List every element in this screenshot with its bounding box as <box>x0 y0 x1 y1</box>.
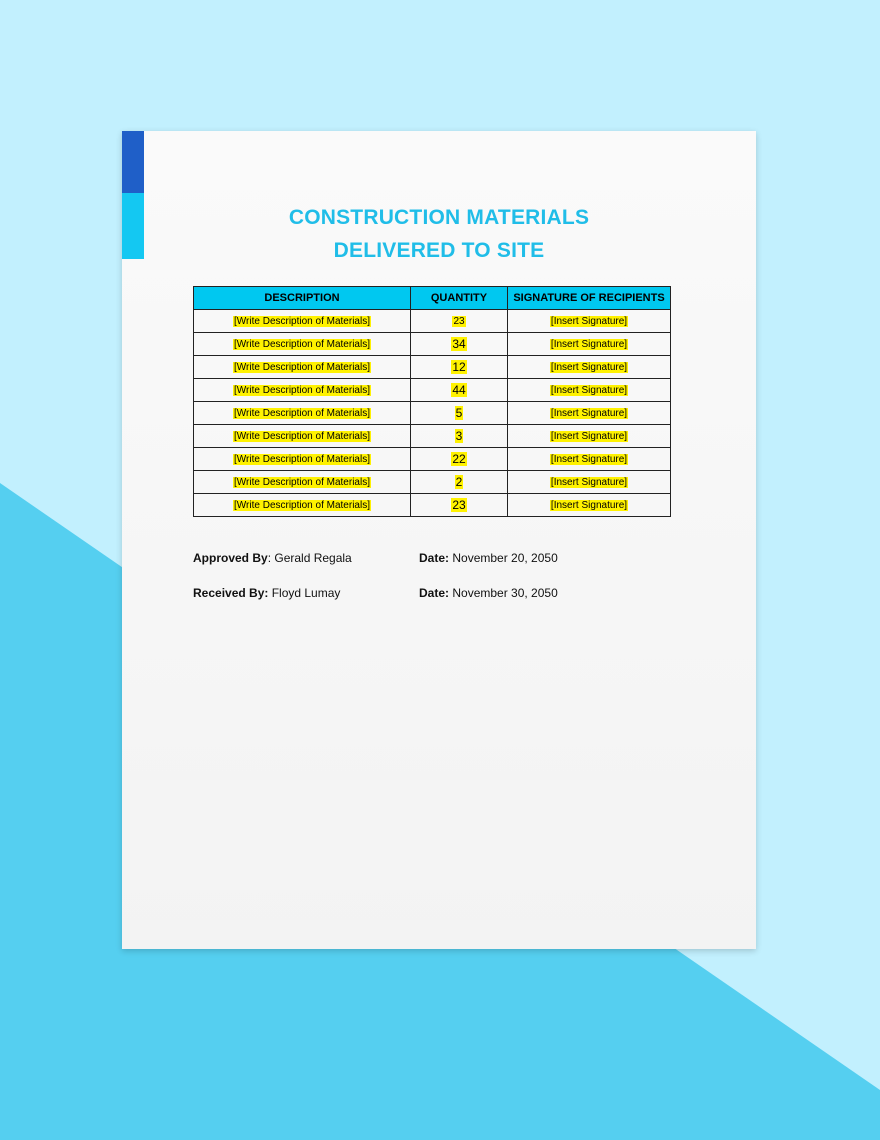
description-cell <box>194 356 411 379</box>
quantity-value: 5 <box>455 406 463 420</box>
quantity-cell <box>411 425 508 448</box>
description-placeholder: [Write Description of Materials] <box>234 384 370 396</box>
signature-placeholder: [Insert Signature] <box>550 338 628 350</box>
quantity-cell <box>411 402 508 425</box>
table-row <box>194 471 671 494</box>
quantity-cell <box>411 471 508 494</box>
table-row <box>194 494 671 517</box>
header-quantity: QUANTITY <box>411 287 508 310</box>
signature-cell <box>508 379 671 402</box>
description-cell <box>194 402 411 425</box>
description-cell <box>194 494 411 517</box>
description-cell <box>194 471 411 494</box>
signature-cell <box>508 310 671 333</box>
approved-date-label: Date: <box>419 551 450 565</box>
signature-placeholder: [Insert Signature] <box>550 453 628 465</box>
description-placeholder: [Write Description of Materials] <box>234 499 370 511</box>
signature-cell <box>508 425 671 448</box>
signature-cell <box>508 471 671 494</box>
title-line-2: DELIVERED TO SITE <box>333 239 545 262</box>
quantity-cell <box>411 448 508 471</box>
table-row <box>194 425 671 448</box>
table-row <box>194 402 671 425</box>
signature-placeholder: [Insert Signature] <box>550 499 628 511</box>
materials-table <box>193 286 671 517</box>
table-row <box>194 448 671 471</box>
signature-cell <box>508 333 671 356</box>
quantity-value: 22 <box>452 452 466 466</box>
description-placeholder: [Write Description of Materials] <box>234 453 370 465</box>
quantity-cell <box>411 494 508 517</box>
quantity-value: 34 <box>452 337 466 351</box>
signature-cell <box>508 494 671 517</box>
signature-cell <box>508 448 671 471</box>
signature-placeholder: [Insert Signature] <box>550 476 628 488</box>
quantity-value: 23 <box>453 315 465 327</box>
signature-placeholder: [Insert Signature] <box>550 407 628 419</box>
received-row <box>193 586 693 621</box>
title-line-1: CONSTRUCTION MATERIALS <box>288 206 590 229</box>
approved-by-label: Approved By <box>193 551 268 565</box>
signature-placeholder: [Insert Signature] <box>550 384 628 396</box>
quantity-value: 2 <box>455 475 463 489</box>
received-by-label: Received By: <box>193 586 269 600</box>
header-signature: SIGNATURE OF RECIPIENTS <box>508 287 671 310</box>
approved-date-value: November 20, 2050 <box>449 551 558 565</box>
description-placeholder: [Write Description of Materials] <box>234 407 370 419</box>
quantity-cell <box>411 356 508 379</box>
table-row <box>194 356 671 379</box>
quantity-cell <box>411 379 508 402</box>
approval-section <box>193 551 693 621</box>
approved-row <box>193 551 693 586</box>
quantity-value: 12 <box>452 360 466 374</box>
description-cell <box>194 425 411 448</box>
description-placeholder: [Write Description of Materials] <box>234 315 370 327</box>
description-placeholder: [Write Description of Materials] <box>234 476 370 488</box>
description-placeholder: [Write Description of Materials] <box>234 430 370 442</box>
quantity-value: 23 <box>452 498 466 512</box>
description-cell <box>194 379 411 402</box>
table-row <box>194 310 671 333</box>
signature-placeholder: [Insert Signature] <box>550 315 628 327</box>
signature-cell <box>508 402 671 425</box>
approved-by-value: : Gerald Regala <box>267 551 352 565</box>
description-cell <box>194 310 411 333</box>
description-placeholder: [Write Description of Materials] <box>234 338 370 350</box>
received-date-value: November 30, 2050 <box>449 586 558 600</box>
approved-by <box>193 551 352 565</box>
document-page <box>122 131 756 949</box>
description-cell <box>194 448 411 471</box>
accent-bar-dark <box>122 131 144 193</box>
table-header-row <box>194 287 671 310</box>
description-cell <box>194 333 411 356</box>
quantity-value: 44 <box>452 383 466 397</box>
quantity-cell <box>411 310 508 333</box>
signature-cell <box>508 356 671 379</box>
received-by <box>193 586 340 600</box>
signature-placeholder: [Insert Signature] <box>550 430 628 442</box>
header-description: DESCRIPTION <box>194 287 411 310</box>
description-placeholder: [Write Description of Materials] <box>234 361 370 373</box>
quantity-cell <box>411 333 508 356</box>
received-date <box>419 586 558 600</box>
approved-date <box>419 551 558 565</box>
received-date-label: Date: <box>419 586 450 600</box>
table-row <box>194 379 671 402</box>
signature-placeholder: [Insert Signature] <box>550 361 628 373</box>
table-row <box>194 333 671 356</box>
received-by-value: Floyd Lumay <box>268 586 341 600</box>
page-title <box>122 201 756 267</box>
quantity-value: 3 <box>455 429 463 443</box>
